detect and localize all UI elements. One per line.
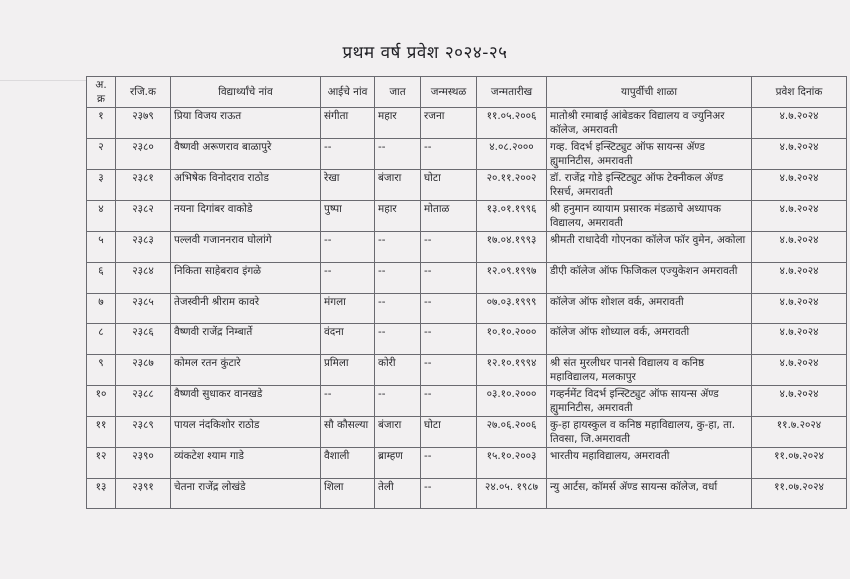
cell-admission-date: ४.७.२०२४ — [752, 139, 847, 170]
cell-caste: -- — [375, 263, 421, 294]
cell-student-name: निकिता साहेबराव इंगळे — [171, 263, 321, 294]
cell-student-name: पायल नंदकिशोर राठोड — [171, 417, 321, 448]
cell-admission-date: ४.७.२०२४ — [752, 385, 847, 416]
cell-previous-school: डीएी कॉलेज ऑफ फिजिकल एज्युकेशन अमरावती — [547, 263, 752, 294]
cell-admission-date: ४.७.२०२४ — [752, 108, 847, 139]
cell-caste: महार — [375, 108, 421, 139]
table-row — [87, 385, 847, 416]
header-registration-no: रजि.क — [116, 77, 171, 108]
cell-caste: तेली — [375, 478, 421, 509]
cell-birthplace: -- — [421, 263, 477, 294]
cell-student-name: प्रिया विजय राऊत — [171, 108, 321, 139]
cell-previous-school: श्रीमती राधादेवी गोएनका कॉलेज फॉर वुमेन, अकोला — [547, 232, 752, 263]
cell-birthplace: -- — [421, 324, 477, 355]
cell-previous-school: भारतीय महाविद्यालय, अमरावती — [547, 448, 752, 479]
cell-mother-name: -- — [321, 385, 375, 416]
cell-birthplace: घोटा — [421, 170, 477, 201]
cell-admission-date: ४.७.२०२४ — [752, 263, 847, 294]
scan-artifact-line — [0, 80, 86, 81]
cell-birthplace: -- — [421, 354, 477, 385]
cell-date-of-birth: १७.०४.१९९३ — [477, 232, 547, 263]
cell-caste: कोरी — [375, 354, 421, 385]
header-sr-no: अ. क्र — [87, 77, 116, 108]
cell-registration-no: २३९० — [116, 448, 171, 479]
header-mother-name: आईचे नांव — [321, 77, 375, 108]
cell-caste: महार — [375, 201, 421, 232]
cell-previous-school: श्री हनुमान व्यायाम प्रसारक मंडळाचे अध्यापक विद्यालय, अमरावती — [547, 201, 752, 232]
table-row — [87, 417, 847, 448]
cell-caste: बंजारा — [375, 170, 421, 201]
header-caste: जात — [375, 77, 421, 108]
cell-mother-name: -- — [321, 139, 375, 170]
cell-birthplace: -- — [421, 232, 477, 263]
cell-mother-name: वंदना — [321, 324, 375, 355]
cell-registration-no: २३८३ — [116, 232, 171, 263]
cell-birthplace: -- — [421, 385, 477, 416]
cell-sr-no: ३ — [87, 170, 116, 201]
table-row — [87, 478, 847, 509]
cell-birthplace: -- — [421, 293, 477, 324]
cell-mother-name: -- — [321, 263, 375, 294]
cell-previous-school: डॉ. राजेंद्र गोडे इन्स्टिट्युट ऑफ टेक्नीकल ॲण्ड रिसर्च, अमरावती — [547, 170, 752, 201]
cell-birthplace: -- — [421, 448, 477, 479]
cell-caste: बंजारा — [375, 417, 421, 448]
cell-mother-name: प्रमिला — [321, 354, 375, 385]
cell-previous-school: कु-हा हायस्कुल व कनिष्ठ महाविद्यालय, कु-हा, ता. तिवसा, जि.अमरावती — [547, 417, 752, 448]
cell-mother-name: सौ कौसल्या — [321, 417, 375, 448]
cell-previous-school: गव्ह. विदर्भ इन्स्टिट्युट ऑफ सायन्स ॲण्ड ह्युमानिटीस, अमरावती — [547, 139, 752, 170]
cell-student-name: वैष्णवी राजेंद्र निम्बार्ते — [171, 324, 321, 355]
cell-mother-name: मंगला — [321, 293, 375, 324]
cell-caste: -- — [375, 385, 421, 416]
cell-caste: -- — [375, 293, 421, 324]
cell-admission-date: ११.०७.२०२४ — [752, 448, 847, 479]
cell-sr-no: ९ — [87, 354, 116, 385]
cell-admission-date: ४.७.२०२४ — [752, 232, 847, 263]
cell-student-name: कोमल रतन कुंटारे — [171, 354, 321, 385]
header-student-name: विद्यार्थ्यांचे नांव — [171, 77, 321, 108]
header-admission-date: प्रवेश दिनांक — [752, 77, 847, 108]
cell-admission-date: ४.७.२०२४ — [752, 293, 847, 324]
cell-previous-school: कॉलेज ऑफ शोध्याल वर्क, अमरावती — [547, 324, 752, 355]
cell-registration-no: २३८७ — [116, 354, 171, 385]
cell-admission-date: ११.०७.२०२४ — [752, 478, 847, 509]
cell-registration-no: २३८८ — [116, 385, 171, 416]
cell-previous-school: मातोश्री रमाबाई आंबेडकर विद्यालय व ज्युनिअर कॉलेज, अमरावती — [547, 108, 752, 139]
cell-sr-no: १० — [87, 385, 116, 416]
cell-admission-date: ४.७.२०२४ — [752, 324, 847, 355]
table-row — [87, 448, 847, 479]
cell-date-of-birth: १२.०९.१९९७ — [477, 263, 547, 294]
cell-caste: ब्राम्हण — [375, 448, 421, 479]
header-birthplace: जन्मस्थळ — [421, 77, 477, 108]
cell-registration-no: २३७९ — [116, 108, 171, 139]
cell-mother-name: संगीता — [321, 108, 375, 139]
cell-student-name: चेतना राजेंद्र लोखंडे — [171, 478, 321, 509]
table-row — [87, 263, 847, 294]
cell-mother-name: पुष्पा — [321, 201, 375, 232]
cell-sr-no: १२ — [87, 448, 116, 479]
cell-previous-school: कॉलेज ऑफ शोशल वर्क, अमरावती — [547, 293, 752, 324]
cell-sr-no: १३ — [87, 478, 116, 509]
cell-caste: -- — [375, 139, 421, 170]
cell-date-of-birth: २७.०६.२००६ — [477, 417, 547, 448]
cell-student-name: वैष्णवी सुधाकर वानखडे — [171, 385, 321, 416]
table-header-row — [87, 77, 847, 108]
cell-sr-no: ७ — [87, 293, 116, 324]
cell-previous-school: न्यु आर्टस, कॉमर्स ॲण्ड सायन्स कॉलेज, वर्धा — [547, 478, 752, 509]
cell-student-name: अभिषेक विनोदराव राठोड — [171, 170, 321, 201]
cell-birthplace: -- — [421, 139, 477, 170]
header-previous-school: यापुर्वीची शाळा — [547, 77, 752, 108]
cell-student-name: तेजस्वीनी श्रीराम कावरे — [171, 293, 321, 324]
admissions-table — [86, 76, 847, 509]
cell-admission-date: ४.७.२०२४ — [752, 201, 847, 232]
cell-date-of-birth: ०३.१०.२००० — [477, 385, 547, 416]
cell-registration-no: २३८६ — [116, 324, 171, 355]
cell-date-of-birth: १५.१०.२००३ — [477, 448, 547, 479]
cell-caste: -- — [375, 232, 421, 263]
cell-admission-date: ४.७.२०२४ — [752, 354, 847, 385]
cell-student-name: पल्लवी गजाननराव घोलांगे — [171, 232, 321, 263]
cell-date-of-birth: १०.१०.२००० — [477, 324, 547, 355]
cell-sr-no: ६ — [87, 263, 116, 294]
cell-mother-name: शिला — [321, 478, 375, 509]
cell-date-of-birth: १३.०१.१९९६ — [477, 201, 547, 232]
cell-registration-no: २३८१ — [116, 170, 171, 201]
cell-mother-name: -- — [321, 232, 375, 263]
cell-registration-no: २३८२ — [116, 201, 171, 232]
cell-date-of-birth: २०.११.२००२ — [477, 170, 547, 201]
cell-birthplace: -- — [421, 478, 477, 509]
cell-sr-no: १ — [87, 108, 116, 139]
table-row — [87, 232, 847, 263]
cell-date-of-birth: १२.१०.१९९४ — [477, 354, 547, 385]
cell-student-name: नयना दिगांबर वाकोडे — [171, 201, 321, 232]
cell-admission-date: ४.७.२०२४ — [752, 170, 847, 201]
cell-sr-no: ८ — [87, 324, 116, 355]
cell-date-of-birth: ०७.०३.१९९९ — [477, 293, 547, 324]
cell-student-name: वैष्णवी अरूणराव बाळापुरे — [171, 139, 321, 170]
cell-admission-date: ११.७.२०२४ — [752, 417, 847, 448]
cell-caste: -- — [375, 324, 421, 355]
cell-mother-name: वैशाली — [321, 448, 375, 479]
page-title: प्रथम वर्ष प्रवेश २०२४-२५ — [342, 43, 508, 63]
cell-registration-no: २३८४ — [116, 263, 171, 294]
table-body — [87, 108, 847, 509]
cell-sr-no: २ — [87, 139, 116, 170]
cell-sr-no: ११ — [87, 417, 116, 448]
cell-date-of-birth: ११.०५.२००६ — [477, 108, 547, 139]
cell-registration-no: २३८० — [116, 139, 171, 170]
cell-sr-no: ४ — [87, 201, 116, 232]
cell-date-of-birth: ४.०८.२००० — [477, 139, 547, 170]
table-row — [87, 201, 847, 232]
table-row — [87, 139, 847, 170]
cell-registration-no: २३९१ — [116, 478, 171, 509]
cell-student-name: व्यंकटेश श्याम गाडे — [171, 448, 321, 479]
cell-mother-name: रेखा — [321, 170, 375, 201]
table-row — [87, 170, 847, 201]
cell-previous-school: गव्हर्नमेंट विदर्भ इन्स्टिट्युट ऑफ सायन्स ॲण्ड ह्युमानिटीस, अमरावती — [547, 385, 752, 416]
table-row — [87, 324, 847, 355]
table-row — [87, 293, 847, 324]
cell-birthplace: घोटा — [421, 417, 477, 448]
cell-previous-school: श्री संत मुरलीधर पानसे विद्यालय व कनिष्ठ महाविद्यालय, मलकापुर — [547, 354, 752, 385]
cell-sr-no: ५ — [87, 232, 116, 263]
table-row — [87, 354, 847, 385]
cell-birthplace: रजना — [421, 108, 477, 139]
cell-registration-no: २३८५ — [116, 293, 171, 324]
cell-registration-no: २३८९ — [116, 417, 171, 448]
cell-birthplace: मोताळ — [421, 201, 477, 232]
cell-date-of-birth: २४.०५. १९८७ — [477, 478, 547, 509]
header-date-of-birth: जन्मतारीख — [477, 77, 547, 108]
table-row — [87, 108, 847, 139]
